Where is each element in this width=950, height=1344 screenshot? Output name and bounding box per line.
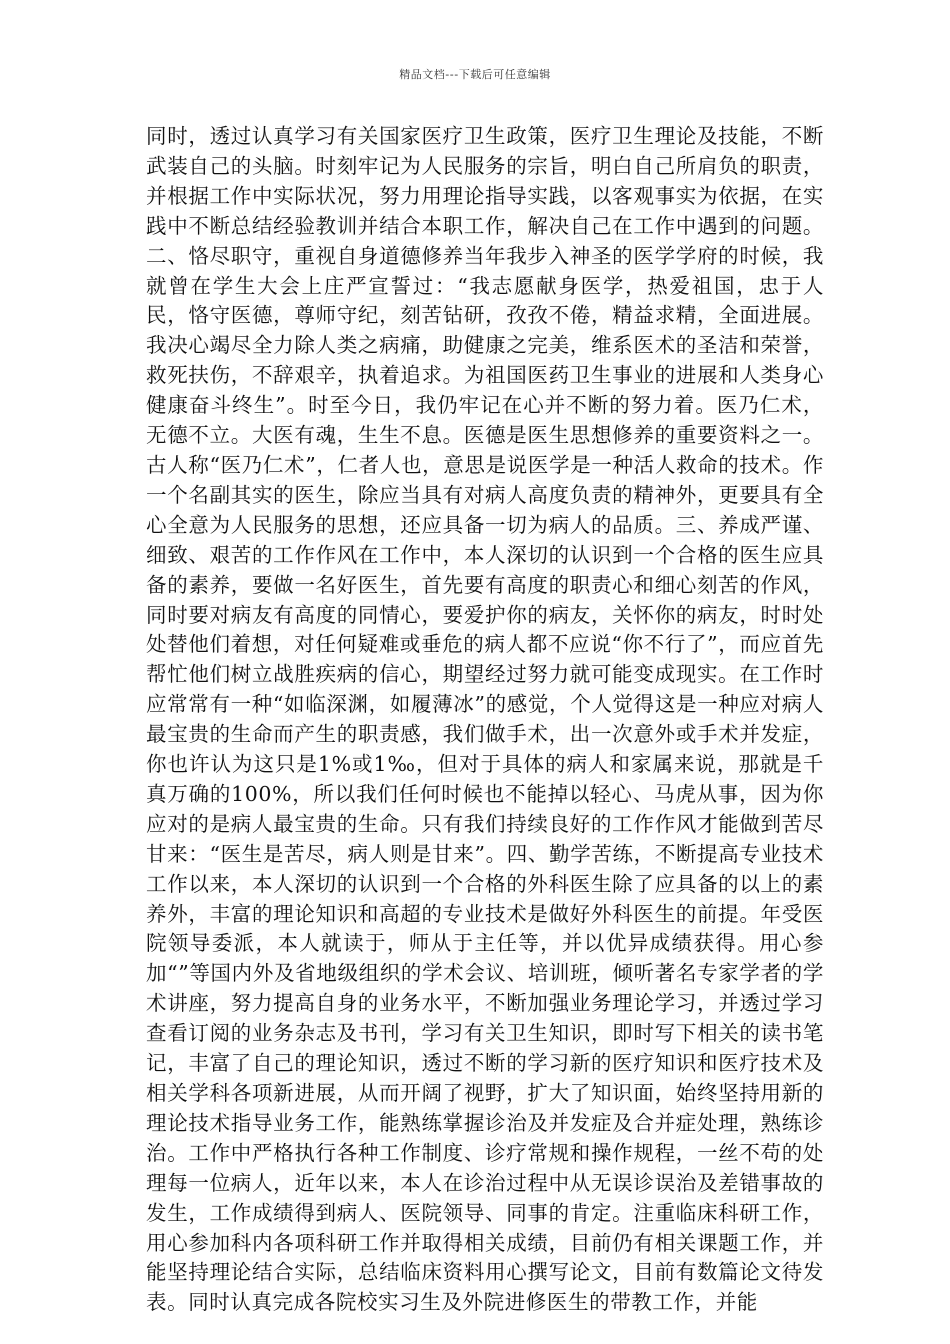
page-header: 精品文档---下载后可任意编辑 <box>399 68 551 81</box>
body-paragraph: 同时，透过认真学习有关国家医疗卫生政策，医疗卫生理论及技能，不断武装自己的头脑。时刻牢记为人民服务的宗旨，明白自己所肩负的职责，并根据工作中实际状况，努力用理论指导实践，以客观事实为依据，在实践中不断总结经验教训并结合本职工作，解决自己在工作中遇到的问题。二、恪尽职守，重视自身道德修养当年我步入神圣的医学学府的时候，我就曾在学生大会上庄严宣誓过：“我志愿献身医学，热爱祖国，忠于人民，恪守医德，尊师守纪，刻苦钻研，孜孜不倦，精益求精，全面进展。我决心竭尽全力除人类之病痛，助健康之完美，维系医术的圣洁和荣誉，救死扶伤，不辞艰辛，执着追求。为祖国医药卫生事业的进展和人类身心健康奋斗终生”。时至今日，我仍牢记在心并不断的努力着。医乃仁术，无德不立。大医有魂，生生不息。医德是医生思想修养的重要资料之一。古人称“医乃仁术”，仁者人也，意思是说医学是一种活人救命的技术。作一个名副其实的医生，除应当具有对病人高度负责的精神外，更要具有全心全意为人民服务的思想，还应具备一切为病人的品质。三、养成严谨、细致、艰苦的工作作风在工作中，本人深切的认识到一个合格的医生应具备的素养，要做一名好医生，首先要有高度的职责心和细心刻苦的作风，同时要对病友有高度的同情心，要爱护你的病友，关怀你的病友，时时处处替他们着想，对任何疑难或垂危的病人都不应说“你不行了”，而应首先帮忙他们树立战胜疾病的信心，期望经过努力就可能变成现实。在工作时应常常有一种“如临深渊，如履薄冰”的感觉，个人觉得这是一种应对病人最宝贵的生命而产生的职责感，我们做手术，出一次意外或手术并发症，你也许认为这只是1%或1‰，但对于具体的病人和家属来说，那就是千真万确的100%，所以我们任何时候也不能掉以轻心、马虎从事，因为你应对的是病人最宝贵的生命。只有我们持续良好的工作作风才能做到苦尽甘来：“医生是苦尽，病人则是甘来”。四、勤学苦练，不断提高专业技术工作以来，本人深切的认识到一个合格的外科医生除了应具备的以上的素养外，丰富的理论知识和高超的专业技术是做好外科医生的前提。年受医院领导委派，本人就读于，师从于主任等，并以优异成绩获得。用心参加“”等国内外及省地级组织的学术会议、培训班，倾听著名专家学者的学术讲座，努力提高自身的业务水平，不断加强业务理论学习，并透过学习查看订阅的业务杂志及书刊，学习有关卫生知识，即时写下相关的读书笔记，丰富了自己的理论知识，透过不断的学习新的医疗知识和医疗技术及相关学科各项新进展，从而开阔了视野，扩大了知识面，始终坚持用新的理论技术指导业务工作，能熟练掌握诊治及并发症及合并症处理，熟练诊治。工作中严格执行各种工作制度、诊疗常规和操作规程，一丝不苟的处理每一位病人，近年以来，本人在诊治过程中从无误诊误治及差错事故的发生，工作成绩得到病人、医院领导、同事的肯定。注重临床科研工作，用心参加科内各项科研工作并取得相关成绩，目前仍有相关课题工作，并能坚持理论结合实际，总结临床资料用心撰写论文，目前有数篇论文待发表。同时认真完成各院校实习生及外院进修医生的带教工作，并能 <box>146 124 824 1315</box>
